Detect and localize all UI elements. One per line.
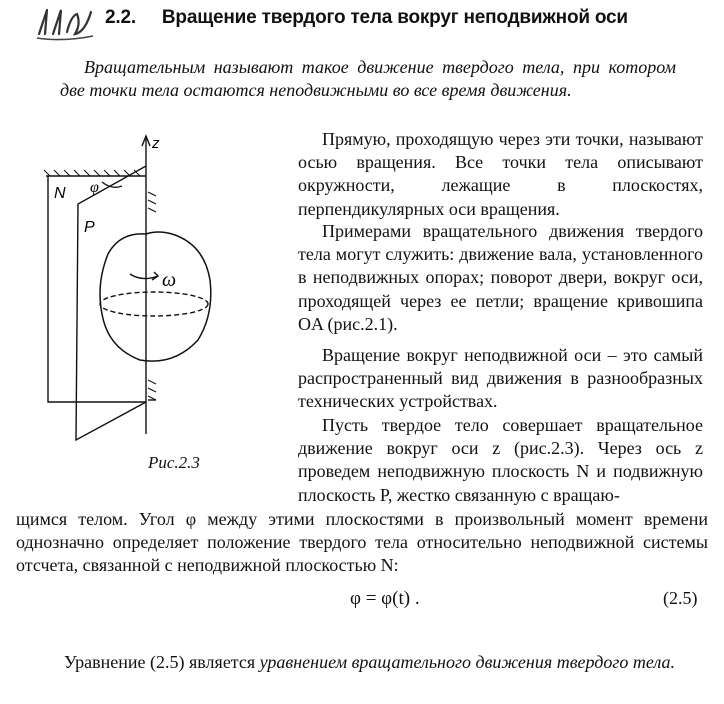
final-emphasis-text: уравнением вращательного движения твердого тела. — [259, 652, 676, 672]
paragraph-setup-right: Пусть твердое тело совершает вращательное движение вокруг оси z (рис.2.3). Через ось z проведем неподвижную плоскость N и подвижную плоскость P, жестко связанную с вращаю- — [298, 415, 703, 505]
section-heading — [105, 7, 628, 29]
paragraph-common-motion: Вращение вокруг неподвижной оси – это самый распространенный вид движения в разнообразных технических устройствах. — [298, 345, 703, 412]
plane-label-p: P — [84, 219, 95, 236]
formula-number: (2.5) — [663, 588, 698, 608]
omega-label: ω — [162, 269, 177, 291]
paragraph-setup-wide: щимся телом. Угол φ между этими плоскостями в произвольный момент времени однозначно определяет положение твердого тела относительно неподвижной системы отсчета, связанной с неподвижной плоскостью N: — [16, 509, 708, 576]
section-title: Вращение твердого тела вокруг неподвижной оси — [161, 7, 628, 28]
plane-label-n: N — [54, 185, 66, 202]
handwritten-page-mark — [33, 4, 97, 42]
formula-2-5: φ = φ(t) . — [350, 588, 420, 609]
paragraph-axis-definition: Прямую, проходящую через эти точки, называют осью вращения. Все точки тела описывают окружности, лежащие в плоскостях, перпендикулярных оси вращения. — [298, 129, 703, 219]
axis-label-z: z — [152, 135, 160, 152]
figure-caption: Рис.2.3 — [148, 453, 200, 472]
definition-text: Вращательным называют такое движение твердого тела, при котором две точки тела остаются неподвижными во все время движения. — [60, 57, 676, 100]
figure-rotation-diagram — [38, 134, 268, 454]
final-statement — [16, 650, 716, 675]
section-number: 2.2. — [105, 7, 136, 28]
final-lead-text: Уравнение (2.5) является — [64, 652, 260, 672]
angle-label-phi: φ — [90, 179, 99, 196]
paragraph-examples: Примерами вращательного движения твердого тела могут служить: движение вала, установленного в неподвижных опорах; поворот двери, вокруг оси, проходящей через ее петли; вращение кривошипа OA (рис.2.1). — [298, 221, 703, 334]
